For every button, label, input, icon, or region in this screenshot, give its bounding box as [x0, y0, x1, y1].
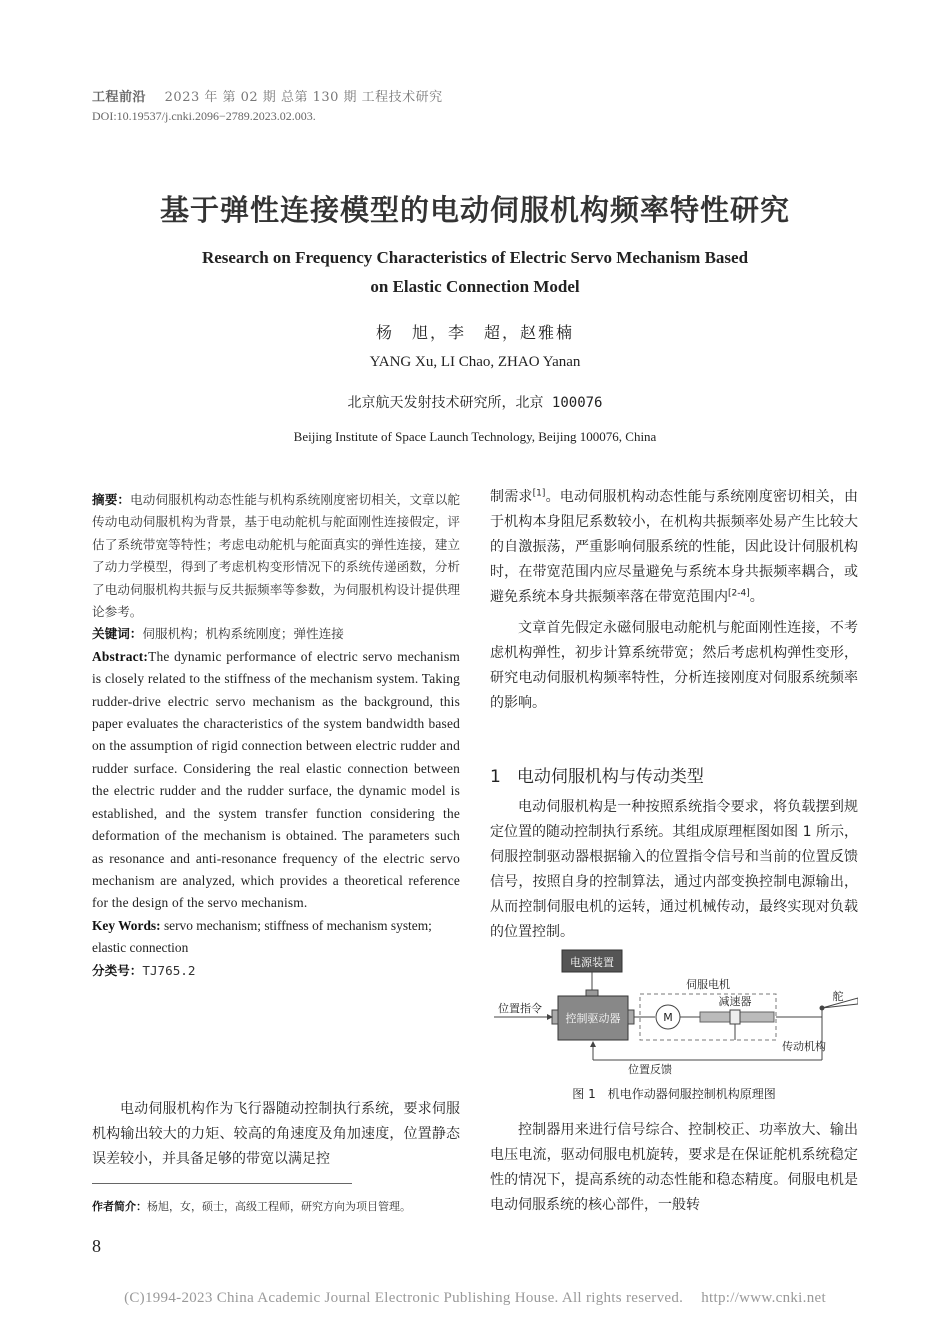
classification-text: TJ765.2 [142, 962, 196, 978]
keywords-chinese-text: 伺服机构；机构系统刚度；弹性连接 [142, 626, 344, 642]
section-title: 电动伺服机构与传动类型 [516, 767, 704, 787]
servo-motor-label: 伺服电机 [686, 978, 730, 991]
abstract-english [92, 646, 460, 915]
power-supply-label: 电源装置 [570, 956, 614, 969]
citation-2-4[interactable]: [2-4] [728, 588, 750, 599]
intro-text: 电动伺服机构作为飞行器随动控制执行系统，要求伺服机构输出较大的力矩、较高的角速度及角加速度，位置静态误差较小，并具备足够的带宽以满足控 [92, 1101, 460, 1167]
abstract-block [92, 489, 460, 982]
doi: DOI:10.19537/j.cnki.2096−2789.2023.02.003. [92, 109, 316, 123]
right-column-bottom [490, 1118, 858, 1218]
abstract-chinese-label: 摘要： [92, 492, 131, 507]
keywords-chinese-label: 关键词： [92, 626, 143, 642]
right-column-top [490, 485, 858, 716]
citation-1[interactable]: [1] [532, 488, 546, 499]
controller-output-port [628, 1010, 634, 1024]
para1-text-a: 制需求 [490, 489, 533, 505]
title-english-line-1: Research on Frequency Characteristics of Electric Servo Mechanism Based [201, 248, 749, 267]
power-connector [586, 990, 598, 996]
right-column-mid [490, 795, 858, 945]
transmission-label: 传动机构 [782, 1040, 826, 1053]
journal-name: 工程前沿 [92, 90, 147, 105]
para1-text-b: 。电动伺服机构动态性能与系统刚度密切相关，由于机构本身阻尼系数较小，在机构共振频率处易产生比较大的自激振荡，严重影响伺服系统的性能，因此设计伺服机构时，在带宽范围内应尽量避免与系统本身共振频率耦合，或避免系统本身共振频率落在带宽范围内 [490, 489, 859, 605]
controller-input-port [552, 1010, 558, 1024]
position-feedback-label: 位置反馈 [628, 1063, 672, 1076]
abstract-english-label: Abstract: [92, 648, 149, 664]
affiliation-english: Beijing Institute of Space Launch Technology, Beijing 100076, China [293, 429, 657, 444]
intro-paragraph-left [92, 1097, 460, 1172]
right-paragraph-4: 控制器用来进行信号综合、控制校正、功率放大、输出电压电流，驱动伺服电机旋转，要求是在保证舵机系统稳定性的情况下，提高系统的动态性能和稳态精度。伺服电机是电动伺服系统的核心部件，一般转 [490, 1122, 858, 1213]
figure-1-diagram [490, 946, 858, 1076]
authors-english: YANG Xu, LI Chao, ZHAO Yanan [369, 354, 581, 370]
title-english-line-2: on Elastic Connection Model [370, 277, 580, 296]
title-chinese: 基于弹性连接模型的电动伺服机构频率特性研究 [159, 193, 790, 227]
keywords-english-text: servo mechanism; stiffness of mechanism system; elastic connection [92, 917, 432, 956]
keywords-english [92, 915, 460, 960]
running-header [92, 86, 443, 105]
author-footnote [92, 1198, 460, 1214]
rudder-label: 舵 [832, 990, 844, 1003]
keywords-english-label: Key Words: [92, 917, 161, 933]
abstract-chinese [92, 489, 460, 623]
classification-label: 分类号： [92, 962, 143, 978]
classification-number [92, 960, 460, 982]
right-paragraph-2: 文章首先假定永磁伺服电动舵机与舵面刚性连接，不考虑机构弹性，初步计算系统带宽；然后考虑机构弹性变形，研究电动伺服机构频率特性，分析连接刚度对伺服系统频率的影响。 [490, 620, 858, 711]
abstract-chinese-text: 电动伺服机构动态性能与机构系统刚度密切相关，文章以舵传动电动伺服机构为背景，基于电动舵机与舵面刚性连接假定，评估了系统带宽等特性；考虑电动舵机与舵面真实的弹性连接，建立了动力学模型，得到了考虑机构变形情况下的系统传递函数，分析了电动伺服机构共振与反共振频率等参数，为伺服机构设计提供理论参考。 [92, 492, 461, 620]
abstract-english-text: The dynamic performance of electric servo mechanism is closely related to the stiffness of the mechanism system. Taking rudder-drive electric servo mechanism as the background, this paper evaluates the characteristics of the system bandwidth based on the assumption of rigid connection between electric rudder and rudder surface. Considering the real elastic connection between the electric rudder and the rudder surface, the dynamic model is established, and the system transfer function considering the deformation of the mechanism is obtained. The parameters such as resonance and anti-resonance frequency of the electric servo mechanism are analyzed, which provides a theoretical reference for the design of the servo mechanism. [92, 648, 460, 911]
issue-info: 2023 年 第 02 期 总第 130 期 工程技术研究 [164, 90, 443, 105]
authors-chinese: 杨 旭，李 超，赵雅楠 [375, 323, 574, 342]
copyright-footer [0, 1290, 950, 1307]
right-paragraph-1 [490, 485, 858, 610]
reducer-gear [730, 1010, 740, 1024]
figure-1-caption: 图 1 机电作动器伺服控制机构原理图 [572, 1087, 776, 1101]
reducer-label: 减速器 [718, 995, 752, 1008]
page-number: 8 [92, 1236, 101, 1256]
para1-text-c: 。 [749, 589, 764, 605]
keywords-chinese [92, 623, 460, 645]
title-english [120, 243, 830, 301]
position-command-label: 位置指令 [498, 1002, 542, 1015]
copyright-text: (C)1994-2023 China Academic Journal Electronic Publishing House. All rights reserved. [124, 1290, 684, 1306]
footnote-text: 杨旭，女，硕士，高级工程师，研究方向为项目管理。 [147, 1200, 411, 1213]
motor-symbol-label: M [663, 1011, 673, 1024]
controller-label: 控制驱动器 [565, 1012, 621, 1025]
footnote-label: 作者简介： [92, 1200, 147, 1213]
affiliation-chinese: 北京航天发射技术研究所，北京 100076 [347, 395, 603, 411]
section-number: 1 [490, 767, 501, 787]
section-heading-1 [490, 762, 704, 787]
right-paragraph-3: 电动伺服机构是一种按照系统指令要求，将负载摆到规定位置的随动控制执行系统。其组成原理框图如图 1 所示，伺服控制驱动器根据输入的位置指令信号和当前的位置反馈信号，按照自身的控制算法，通过内部变换控制电源输出，从而控制伺服电机的运转，通过机械传动，最终实现对负载的位置控制。 [490, 799, 858, 940]
footnote-divider [92, 1183, 352, 1184]
cnki-link[interactable]: http://www.cnki.net [701, 1290, 826, 1306]
